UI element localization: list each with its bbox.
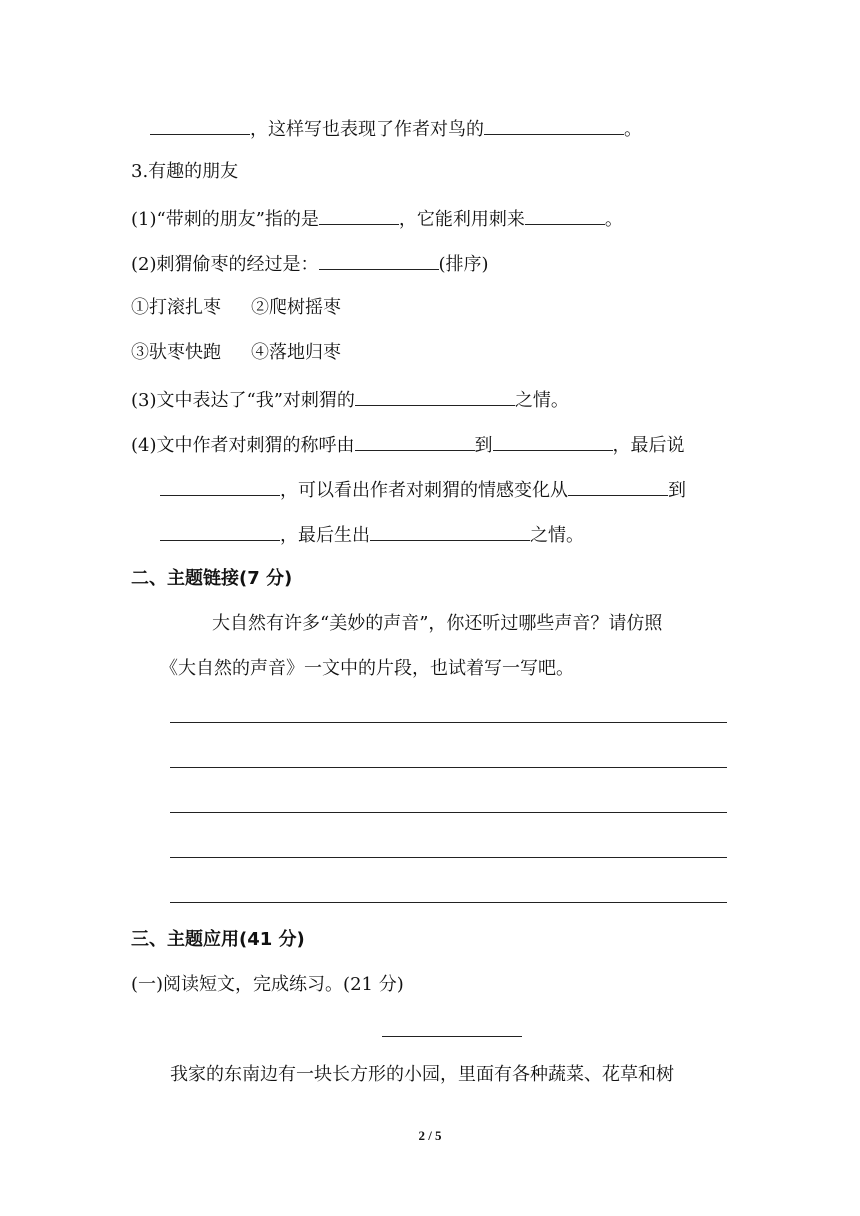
q4-text-d: ，可以看出作者对刺猬的情感变化从 [280, 480, 568, 501]
option-item: ④落地归枣 [251, 342, 341, 363]
answer-blank[interactable] [484, 116, 624, 135]
continuation-line [150, 116, 642, 142]
part-title: 三、主题应用(41 分) [131, 929, 305, 950]
subsection-title: (一)阅读短文，完成练习。(21 分) [131, 974, 404, 995]
question-4-cont [160, 522, 584, 548]
option-item: ②爬树摇枣 [251, 297, 341, 318]
page-number: 2 / 5 [418, 1128, 442, 1143]
question-4 [131, 432, 685, 458]
q4-text-c: ，最后说 [612, 435, 685, 456]
writing-line[interactable] [170, 722, 727, 723]
options-row [131, 296, 341, 320]
q1-text-a: (1)“带刺的朋友”指的是 [131, 209, 319, 230]
answer-blank[interactable] [150, 116, 250, 135]
options-row [131, 341, 341, 365]
answer-blank[interactable] [355, 387, 515, 406]
writing-line[interactable] [170, 767, 727, 768]
passage-text: 我家的东南边有一块长方形的小园，里面有各种蔬菜、花草和树 [170, 1064, 674, 1085]
q4-text-e: 到 [668, 480, 686, 501]
q3-text-a: (3)文中表达了“我”对刺猬的 [131, 390, 355, 411]
q1-text-c: 。 [604, 209, 623, 230]
q4-text-a: (4)文中作者对刺猬的称呼由 [131, 435, 355, 456]
question-3 [131, 387, 569, 413]
section-title: 3.有趣的朋友 [131, 161, 239, 182]
continuation-text: ，这样写也表现了作者对鸟的 [250, 119, 484, 140]
writing-line[interactable] [170, 902, 727, 903]
prompt-text: 大自然有许多“美妙的声音”，你还听过哪些声音？请仿照 [212, 613, 663, 634]
answer-blank[interactable] [568, 477, 668, 496]
answer-blank[interactable] [525, 206, 605, 225]
passage-title-blank[interactable] [382, 1036, 522, 1037]
q1-text-b: ，它能利用刺来 [398, 209, 525, 230]
writing-line[interactable] [170, 812, 727, 813]
question-4-cont [160, 477, 686, 503]
answer-blank[interactable] [319, 251, 439, 270]
q3-text-b: 之情。 [514, 390, 569, 411]
continuation-end: 。 [624, 119, 642, 140]
answer-blank[interactable] [319, 206, 399, 225]
q4-text-f: ，最后生出 [280, 525, 370, 546]
option-item: ①打滚扎枣 [131, 297, 221, 318]
prompt-text: 《大自然的声音》一文中的片段，也试着写一写吧。 [160, 658, 574, 679]
option-item: ③驮枣快跑 [131, 342, 221, 363]
answer-blank[interactable] [160, 522, 280, 541]
answer-blank[interactable] [370, 522, 530, 541]
answer-blank[interactable] [355, 432, 475, 451]
part-title: 二、主题链接(7 分) [131, 568, 293, 589]
q2-text-b: (排序) [438, 254, 489, 275]
question-2 [131, 251, 489, 277]
q4-text-g: 之情。 [530, 525, 584, 546]
answer-blank[interactable] [493, 432, 613, 451]
writing-line[interactable] [170, 857, 727, 858]
q2-text-a: (2)刺猬偷枣的经过是： [131, 254, 319, 275]
answer-blank[interactable] [160, 477, 280, 496]
q4-text-b: 到 [474, 435, 493, 456]
question-1 [131, 206, 623, 232]
